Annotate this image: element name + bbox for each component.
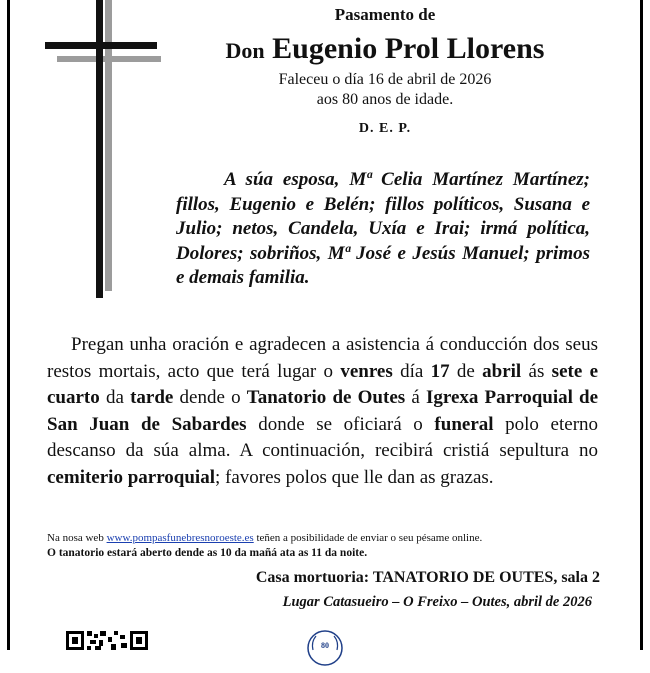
rip-text: D. E. P. — [358, 121, 412, 136]
funeral-home: Casa mortuoria: TANATORIO DE OUTES, sala 2 — [255, 569, 600, 586]
frame-right-border — [640, 0, 643, 650]
family-list: A súa esposa, Mª Celia Martínez Martínez; fillos, Eugenio e Belén; fillos políticos, Susana e Julio; netos, Candela, Uxía e Irai; irmá política, Dolores; sobriños, Mª José e Jesús Manuel; primos e demais familia. — [176, 169, 590, 288]
age-line: aos 80 anos de idade. — [316, 91, 454, 108]
web-condolence-note: Na nosa web www.pompasfunebresnoroeste.es teñen a posibilidade de enviar o seu pésame online. — [47, 532, 483, 544]
pre-title: Pasamento de — [334, 5, 436, 24]
obituary-header — [160, 4, 610, 138]
main-announcement: Pregan unha oración e agradecen a asistencia á conducción dos seus restos mortais, acto que terá lugar o venres día 17 de abril ás sete e cuarto da tarde dende o Tanatorio de Outes á Igrexa Parroquial de San Juan de Sabardes donde se oficiará o funeral polo eterno descanso da súa alma. A continuación, recibirá cristiá sepultura no cemiterio parroquial; favores polos que lle dan as grazas. — [47, 334, 599, 488]
opening-hours: O tanatorio estará aberto dende as 10 da mañá ata as 11 da noite. — [47, 547, 368, 559]
anniversary-badge-icon — [305, 628, 345, 668]
death-date: Faleceu o día 16 de abril de 2026 — [278, 71, 492, 88]
deceased-name-line — [160, 30, 610, 70]
name-prefix: Don — [225, 38, 265, 63]
frame-left-border — [7, 0, 10, 650]
deceased-name: Eugenio Prol Llorens — [272, 32, 545, 65]
place-and-date: Lugar Catasueiro – O Freixo – Outes, abril de 2026 — [282, 594, 592, 610]
website-link[interactable]: www.pompasfunebresnoroeste.es — [106, 532, 254, 544]
badge-number: 80 — [321, 641, 329, 650]
qr-code-icon[interactable] — [66, 631, 148, 650]
